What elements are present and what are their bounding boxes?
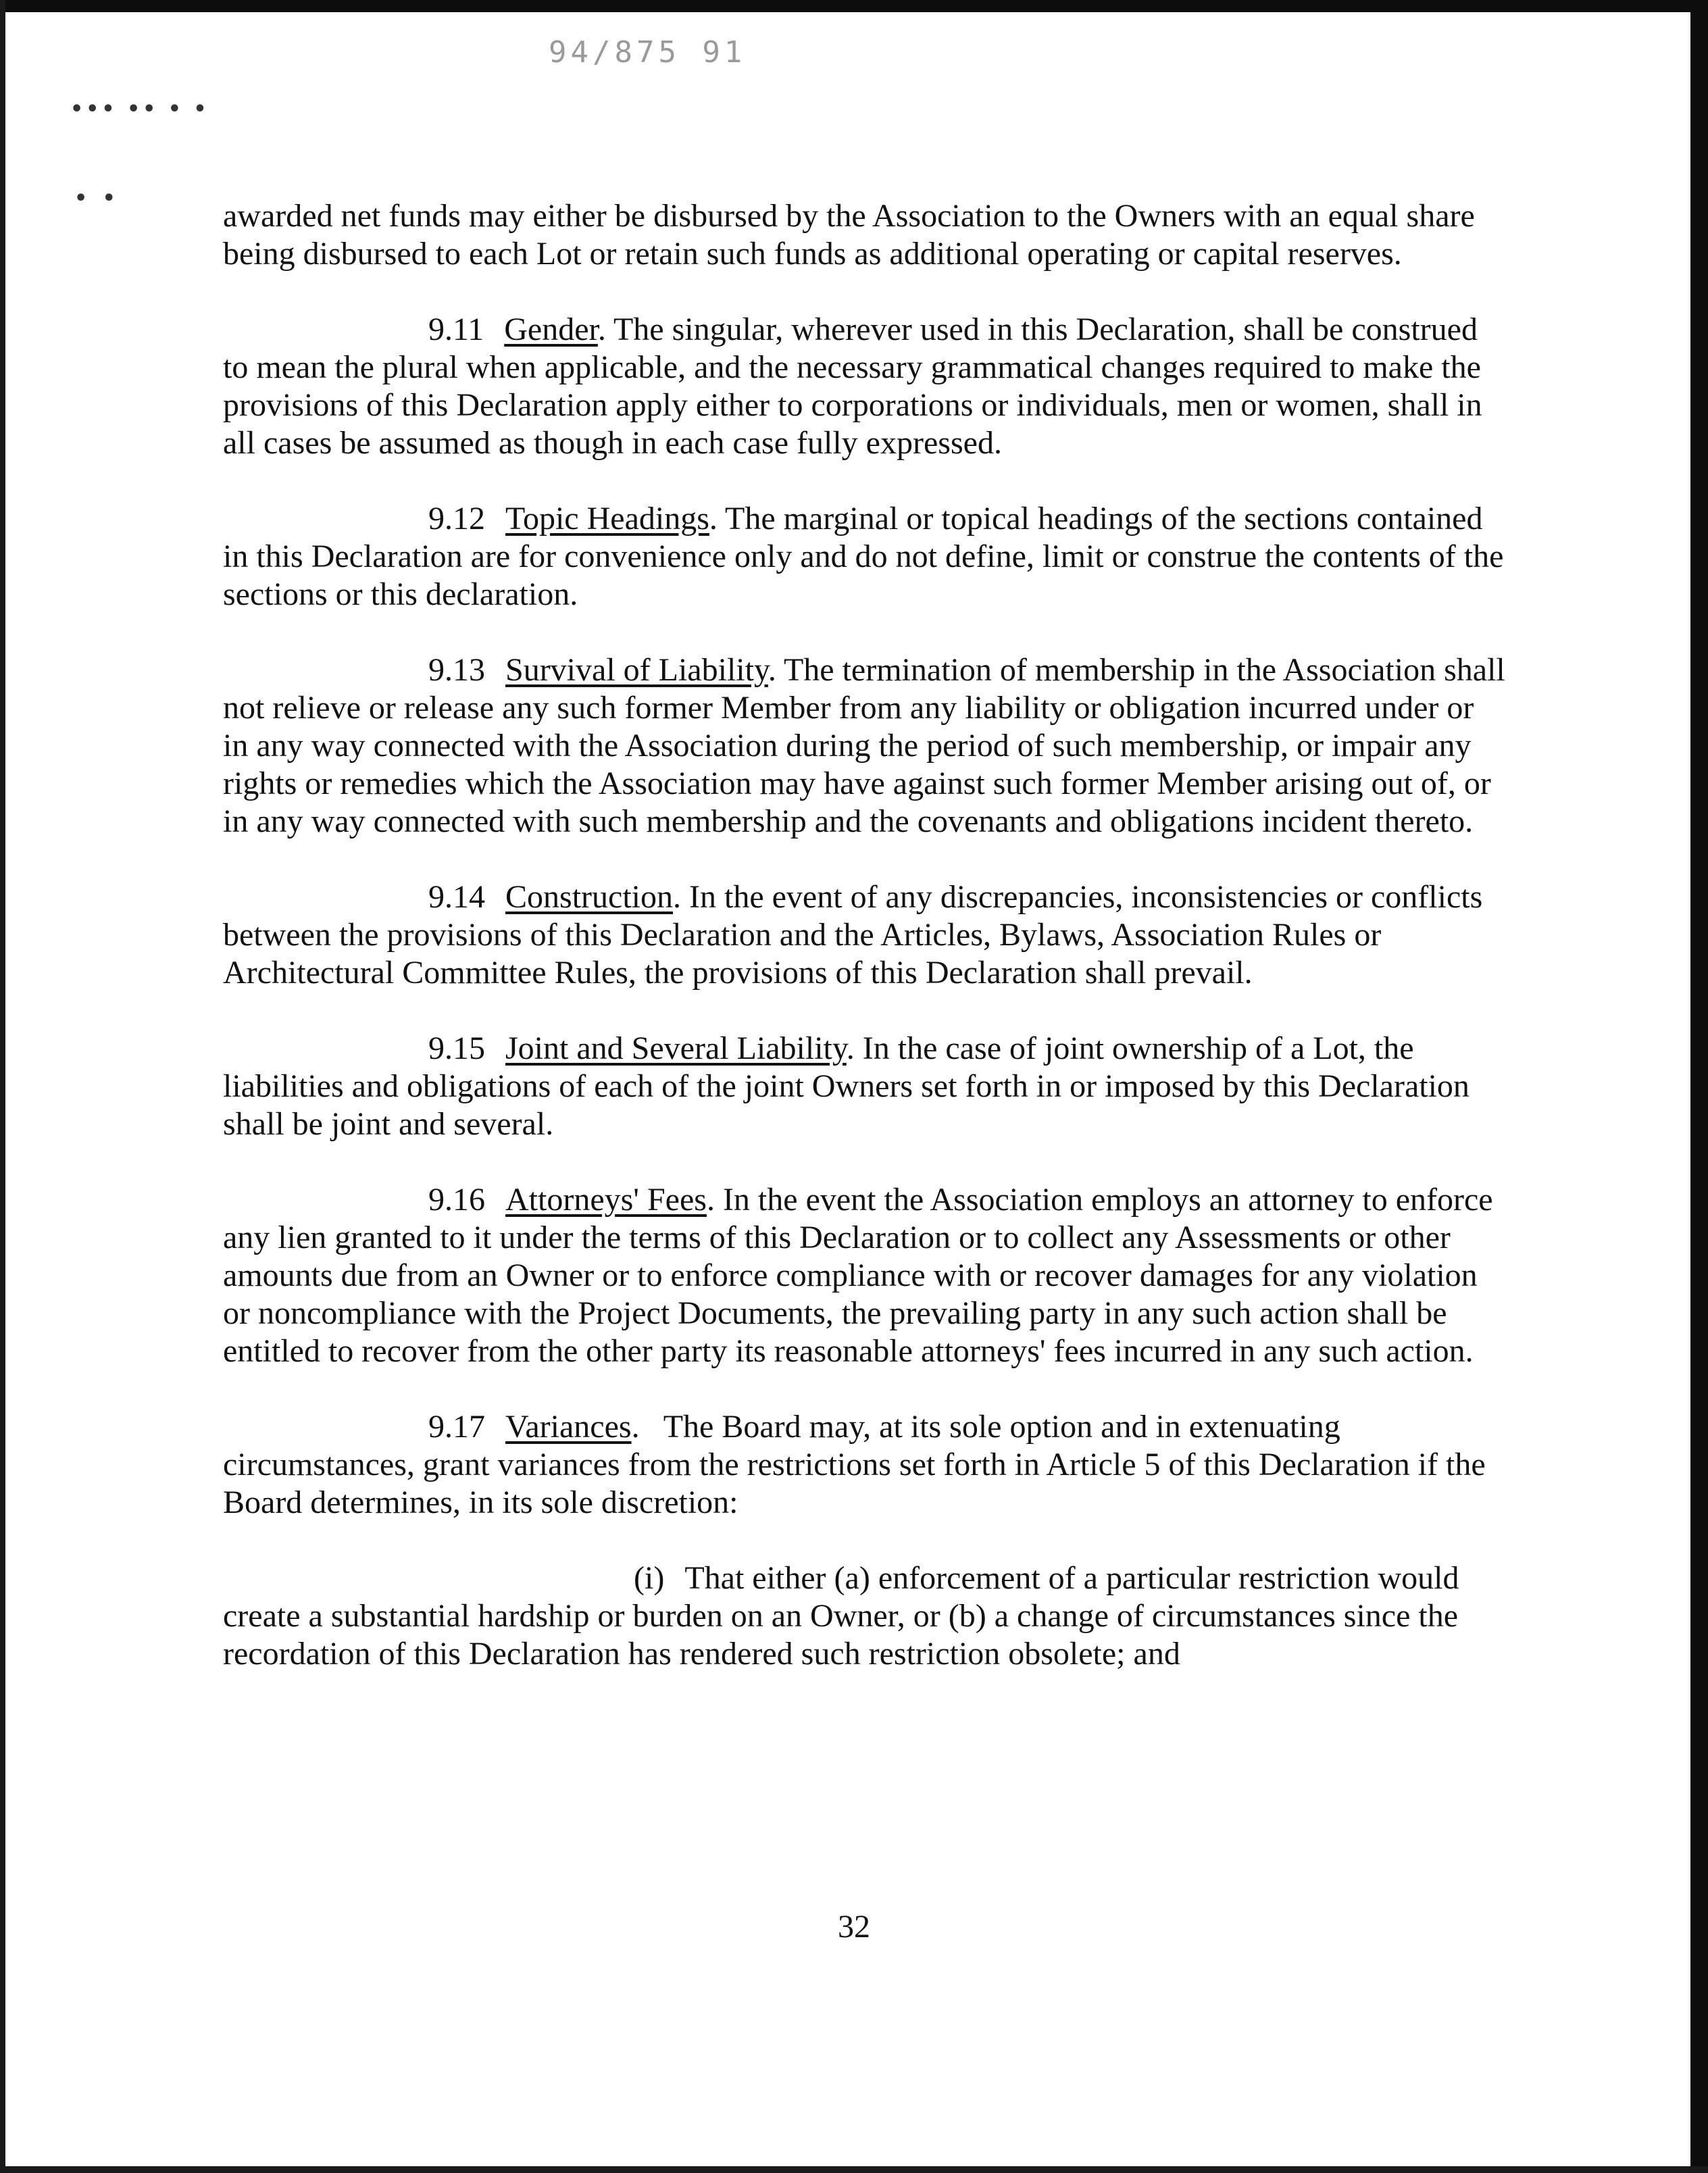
section-number: 9.15	[428, 1030, 485, 1066]
scan-edge-right	[1690, 0, 1708, 2173]
section-heading: Topic Headings	[505, 501, 709, 536]
document-body	[223, 197, 1507, 1711]
section-text: In the event the Association employs an attorney to enforce any lien granted to it under the terms of this Declaration or to collect any Assessments or other amounts due from an Owner or to enforce compliance with or recover damages for any violation or noncompliance with the Project Documents, the prevailing party in any such action shall be entitled to recover from the other party its reasonable attorneys' fees incurred in any such action.	[223, 1182, 1493, 1369]
intro-paragraph: awarded net funds may either be disbursed by the Association to the Owners with an equal share being disbursed to each Lot or retain such funds as additional operating or capital reserves.	[223, 198, 1475, 272]
scan-edge-left	[0, 0, 5, 2173]
section-text: The marginal or topical headings of the sections contained in this Declaration are for convenience only and do not define, limit or construe the contents of the sections or this declaration.	[223, 501, 1504, 612]
section-text: In the case of joint ownership of a Lot, the liabilities and obligations of each of the joint Owners set forth in or imposed by this Declaration shall be joint and several.	[223, 1030, 1470, 1142]
section-9-17: 9.17 Variances. The Board may, at its sole option and in extenuating circumstances, grant variances from the restrictions set forth in Article 5 of this Declaration if the Board determines, in its sole discretion:	[223, 1409, 1494, 1520]
section-number: 9.11	[428, 311, 484, 347]
margin-mark: ••• •• • •	[70, 97, 209, 121]
section-number: 9.13	[428, 652, 485, 688]
subclause-text: That either (a) enforcement of a particular restriction would create a substantial hardship or burden on an Owner, or (b) a change of circumstances since the recordation of this Declaration has rendered such restriction obsolete; and	[223, 1560, 1459, 1672]
section-9-13: 9.13 Survival of Liability. The termination of membership in the Association shall not relieve or release any such former Member from any liability or obligation incurred under or in any way connected with the Association during the period of such membership, or impair any rights or remedies which the Association may have against such former Member arising out of, or in any way connected with such membership and the covenants and obligations incident thereto.	[223, 652, 1505, 839]
section-number: 9.12	[428, 501, 485, 536]
section-number: 9.16	[428, 1182, 485, 1218]
section-9-14: 9.14 Construction. In the event of any discrepancies, inconsistencies or conflicts between the provisions of this Declaration and the Articles, Bylaws, Association Rules or Architectural Committee Rules, the provisions of this Declaration shall prevail.	[223, 879, 1483, 991]
section-heading: Variances	[505, 1409, 632, 1445]
section-text: The Board may, at its sole option and in extenuating circumstances, grant variances from the restrictions set forth in Article 5 of this Declaration if the Board determines, in its sole discretion:	[223, 1409, 1494, 1520]
section-text: The termination of membership in the Association shall not relieve or release any such former Member from any liability or obligation incurred under or in any way connected with the Association during the period of such membership, or impair any rights or remedies which the Association may have against such former Member arising out of, or in any way connected with such membership and the covenants and obligations incident thereto.	[223, 652, 1505, 839]
section-heading: Gender	[504, 311, 598, 347]
document-stamp: 94/875 91	[549, 35, 747, 70]
section-text: In the event of any discrepancies, inconsistencies or conflicts between the provisions of this Declaration and the Articles, Bylaws, Association Rules or Architectural Committee Rules, the provisions of this Declaration shall prevail.	[223, 879, 1483, 991]
section-9-12: 9.12 Topic Headings. The marginal or topical headings of the sections contained in this Declaration are for convenience only and do not define, limit or construe the contents of the sections or this declaration.	[223, 501, 1504, 612]
section-number: 9.14	[428, 879, 485, 915]
subclause-label: (i)	[634, 1560, 665, 1596]
section-heading: Joint and Several Liability	[505, 1030, 847, 1066]
section-9-11: 9.11 Gender. The singular, wherever used in this Declaration, shall be construed to mean the plural when applicable, and the necessary grammatical changes required to make the provisions of this Declaration apply either to corporations or individuals, men or women, shall in all cases be assumed as though in each case fully expressed.	[223, 311, 1482, 461]
section-9-15: 9.15 Joint and Several Liability. In the case of joint ownership of a Lot, the liabilities and obligations of each of the joint Owners set forth in or imposed by this Declaration shall be joint and several.	[223, 1030, 1470, 1142]
subclause-i	[223, 1559, 1507, 1673]
page-number: 32	[838, 1909, 870, 1945]
scan-edge-bottom	[0, 2166, 1708, 2173]
section-heading: Survival of Liability	[505, 652, 768, 688]
section-text: The singular, wherever used in this Declaration, shall be construed to mean the plural when applicable, and the necessary grammatical changes required to make the provisions of this Declaration apply either to corporations or individuals, men or women, shall in all cases be assumed as though in each case fully expressed.	[223, 311, 1482, 461]
section-number: 9.17	[428, 1409, 485, 1445]
section-heading: Construction	[505, 879, 673, 915]
section-heading: Attorneys' Fees	[505, 1182, 707, 1218]
section-9-16: 9.16 Attorneys' Fees. In the event the Association employs an attorney to enforce any lien granted to it under the terms of this Declaration or to collect any Assessments or other amounts due from an Owner or to enforce compliance with or recover damages for any violation or noncompliance with the Project Documents, the prevailing party in any such action shall be entitled to recover from the other party its reasonable attorneys' fees incurred in any such action.	[223, 1182, 1493, 1369]
scan-edge-top	[0, 0, 1708, 12]
margin-mark: • •	[74, 186, 120, 210]
